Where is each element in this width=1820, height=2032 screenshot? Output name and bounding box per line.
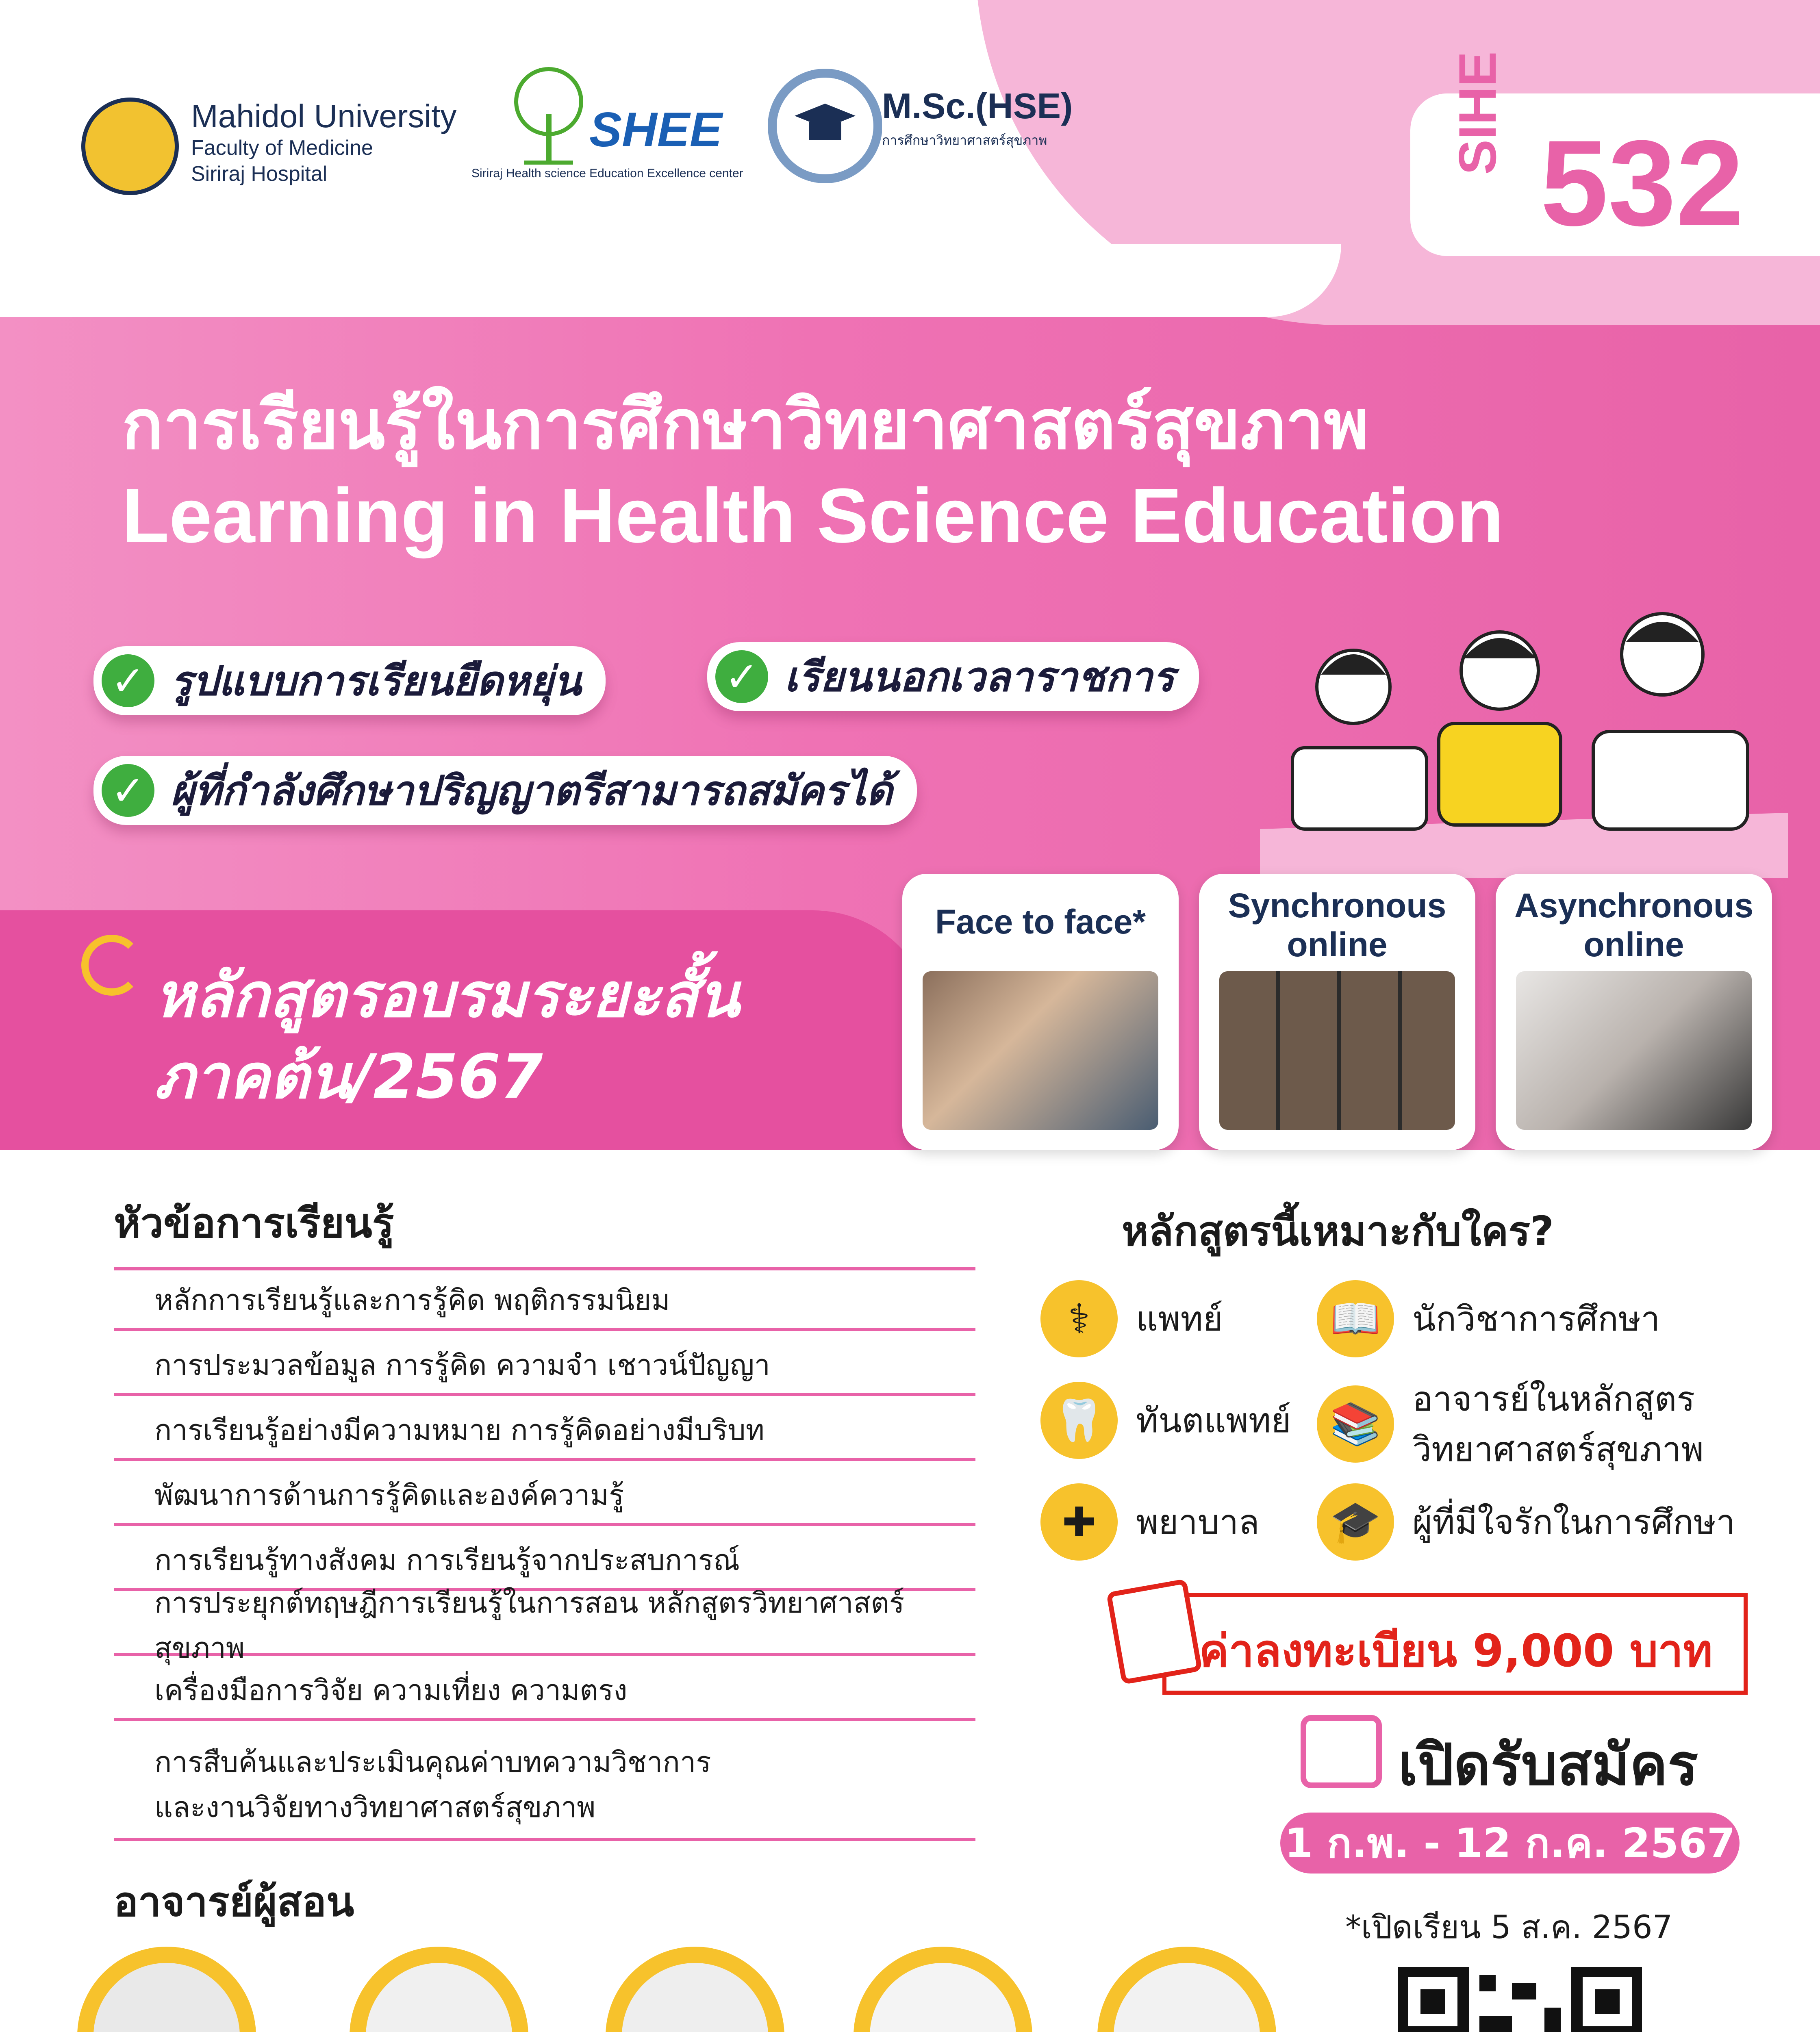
teachers-heading: อาจารย์ผู้สอน: [114, 1878, 354, 1926]
audience-doctor: [1040, 1280, 1223, 1357]
tree-icon: [496, 61, 602, 167]
open-label: เปิดรับสมัคร: [1398, 1732, 1698, 1798]
fee-text: ค่าลงทะเบียน 9,000 บาท: [1199, 1625, 1713, 1677]
audience-label: นักวิชาการศึกษา: [1412, 1299, 1660, 1339]
audience-label: ทันตแพทย์: [1136, 1400, 1291, 1440]
check-icon: ✓: [102, 654, 154, 707]
audience-health-science-teacher: [1317, 1374, 1704, 1474]
mahidol-seal-icon: [81, 98, 179, 195]
teacher-photo: [366, 1963, 512, 2032]
audience-dentist: [1040, 1382, 1291, 1459]
audience-educator: [1317, 1280, 1660, 1357]
registration-period: 1 ก.พ. - 12 ก.ค. 2567: [1280, 1813, 1740, 1874]
clipboard-icon: [1106, 1578, 1203, 1685]
tablet-photo: [1516, 971, 1752, 1130]
audience-label: พยาบาล: [1136, 1502, 1260, 1542]
nurse-cap-icon: ✚: [1040, 1483, 1118, 1561]
mahidol-line3: Siriraj Hospital: [191, 162, 328, 186]
teacher-card: [325, 1947, 553, 2032]
clock-icon: [81, 935, 142, 996]
msc-title: M.Sc.(HSE): [882, 86, 1073, 126]
teacher-card: [1073, 1947, 1301, 2032]
students-illustration-icon: [1260, 601, 1788, 878]
video-call-photo: [1219, 971, 1455, 1130]
topic-item-last: [114, 1731, 975, 1841]
audience-education-lover: [1317, 1483, 1735, 1561]
audience-label: แพทย์: [1136, 1299, 1223, 1339]
title-english: Learning in Health Science Education: [122, 473, 1504, 559]
program-line2: ภาคต้น/2567: [154, 1042, 543, 1112]
teacher-card: [581, 1947, 809, 2032]
mahidol-title: Mahidol University: [191, 98, 457, 134]
topic-item: การประมวลข้อมูล การรู้คิด ความจำ เชาวน์ปัญญา: [114, 1337, 975, 1396]
class-start: *เปิดเรียน 5 ส.ค. 2567: [1345, 1909, 1673, 1946]
msc-subtitle: การศึกษาวิทยาศาสตร์สุขภาพ: [882, 132, 1047, 148]
feature-undergrad: [93, 756, 917, 825]
topic-item: หลักการเรียนรู้และการรู้คิด พฤติกรรมนิยม: [114, 1272, 975, 1331]
teacher-card: [829, 1947, 1057, 2032]
mode-title: Asynchronous online: [1514, 886, 1754, 964]
calendar-icon: [1301, 1715, 1382, 1788]
audience-label: อาจารย์ในหลักสูตร วิทยาศาสตร์สุขภาพ: [1412, 1379, 1704, 1469]
audience-heading: หลักสูตรนี้เหมาะกับใคร?: [1122, 1207, 1554, 1255]
shee-subtitle: Siriraj Health science Education Excellence center: [471, 167, 743, 180]
teacher-photo-ring: [350, 1947, 528, 2032]
mode-face-to-face: [902, 874, 1179, 1150]
header-curve: [0, 244, 1341, 317]
teacher-photo-ring: [1097, 1947, 1276, 2032]
teacher-photo: [1114, 1963, 1260, 2032]
stethoscope-icon: ⚕: [1040, 1280, 1118, 1357]
tooth-icon: 🦷: [1040, 1382, 1118, 1459]
feature-label: ผู้ที่กำลังศึกษาปริญญาตรีสามารถสมัครได้: [171, 766, 893, 814]
topic-line: และงานวิจัยทางวิทยาศาสตร์สุขภาพ: [154, 1791, 596, 1824]
teacher-photo-ring: [854, 1947, 1032, 2032]
teacher-photo: [870, 1963, 1016, 2032]
teacher-card: [53, 1947, 280, 2032]
mode-asynchronous: [1496, 874, 1772, 1150]
topic-item: เครื่องมือการวิจัย ความเที่ยง ความตรง: [114, 1662, 975, 1721]
mahidol-line2: Faculty of Medicine: [191, 136, 373, 160]
check-icon: ✓: [102, 764, 154, 817]
teacher-photo-ring: [77, 1947, 256, 2032]
audience-label: ผู้ที่มีใจรักในการศึกษา: [1412, 1502, 1735, 1542]
teacher-photo: [93, 1963, 240, 2032]
book-icon: 📖: [1317, 1280, 1394, 1357]
topic-item: การประยุกต์ทฤษฎีการเรียนรู้ในการสอน หลักสูตรวิทยาศาสตร์สุขภาพ: [114, 1597, 975, 1656]
topic-line: การสืบค้นและประเมินคุณค่าบทความวิชาการ: [154, 1745, 711, 1779]
teacher-photo-ring: [606, 1947, 784, 2032]
feature-label: รูปแบบการเรียนยืดหยุ่น: [171, 657, 582, 705]
topic-item: การเรียนรู้อย่างมีความหมาย การรู้คิดอย่างมีบริบท: [114, 1402, 975, 1461]
books-icon: 📚: [1317, 1385, 1394, 1463]
check-icon: ✓: [715, 650, 768, 703]
course-number: 532: [1540, 115, 1744, 251]
qr-code-icon[interactable]: [1398, 1967, 1642, 2032]
graduation-cap-icon: 🎓: [1317, 1483, 1394, 1561]
teacher-photo: [622, 1963, 768, 2032]
topics-divider: [114, 1267, 975, 1270]
mode-title: Face to face*: [935, 903, 1146, 941]
mode-title: Synchronous online: [1228, 886, 1446, 964]
audience-nurse: [1040, 1483, 1260, 1561]
title-thai: การเรียนรู้ในการศึกษาวิทยาศาสตร์สุขภาพ: [122, 385, 1369, 465]
mode-synchronous: [1199, 874, 1475, 1150]
shee-title: SHEE: [589, 102, 722, 157]
classroom-photo: [923, 971, 1158, 1130]
feature-flexible: [93, 646, 606, 715]
msc-logo-icon: [764, 65, 882, 187]
topic-item: พัฒนาการด้านการรู้คิดและองค์ความรู้: [114, 1467, 975, 1526]
topics-heading: หัวข้อการเรียนรู้: [114, 1199, 394, 1247]
program-line1: หลักสูตรอบรมระยะสั้น: [154, 960, 740, 1031]
topic-item: การเรียนรู้ทางสังคม การเรียนรู้จากประสบการณ์: [114, 1532, 975, 1591]
course-prefix: SIHE: [1448, 51, 1507, 175]
feature-after-hours: [707, 642, 1199, 711]
feature-label: เรียนนอกเวลาราชการ: [784, 653, 1175, 701]
